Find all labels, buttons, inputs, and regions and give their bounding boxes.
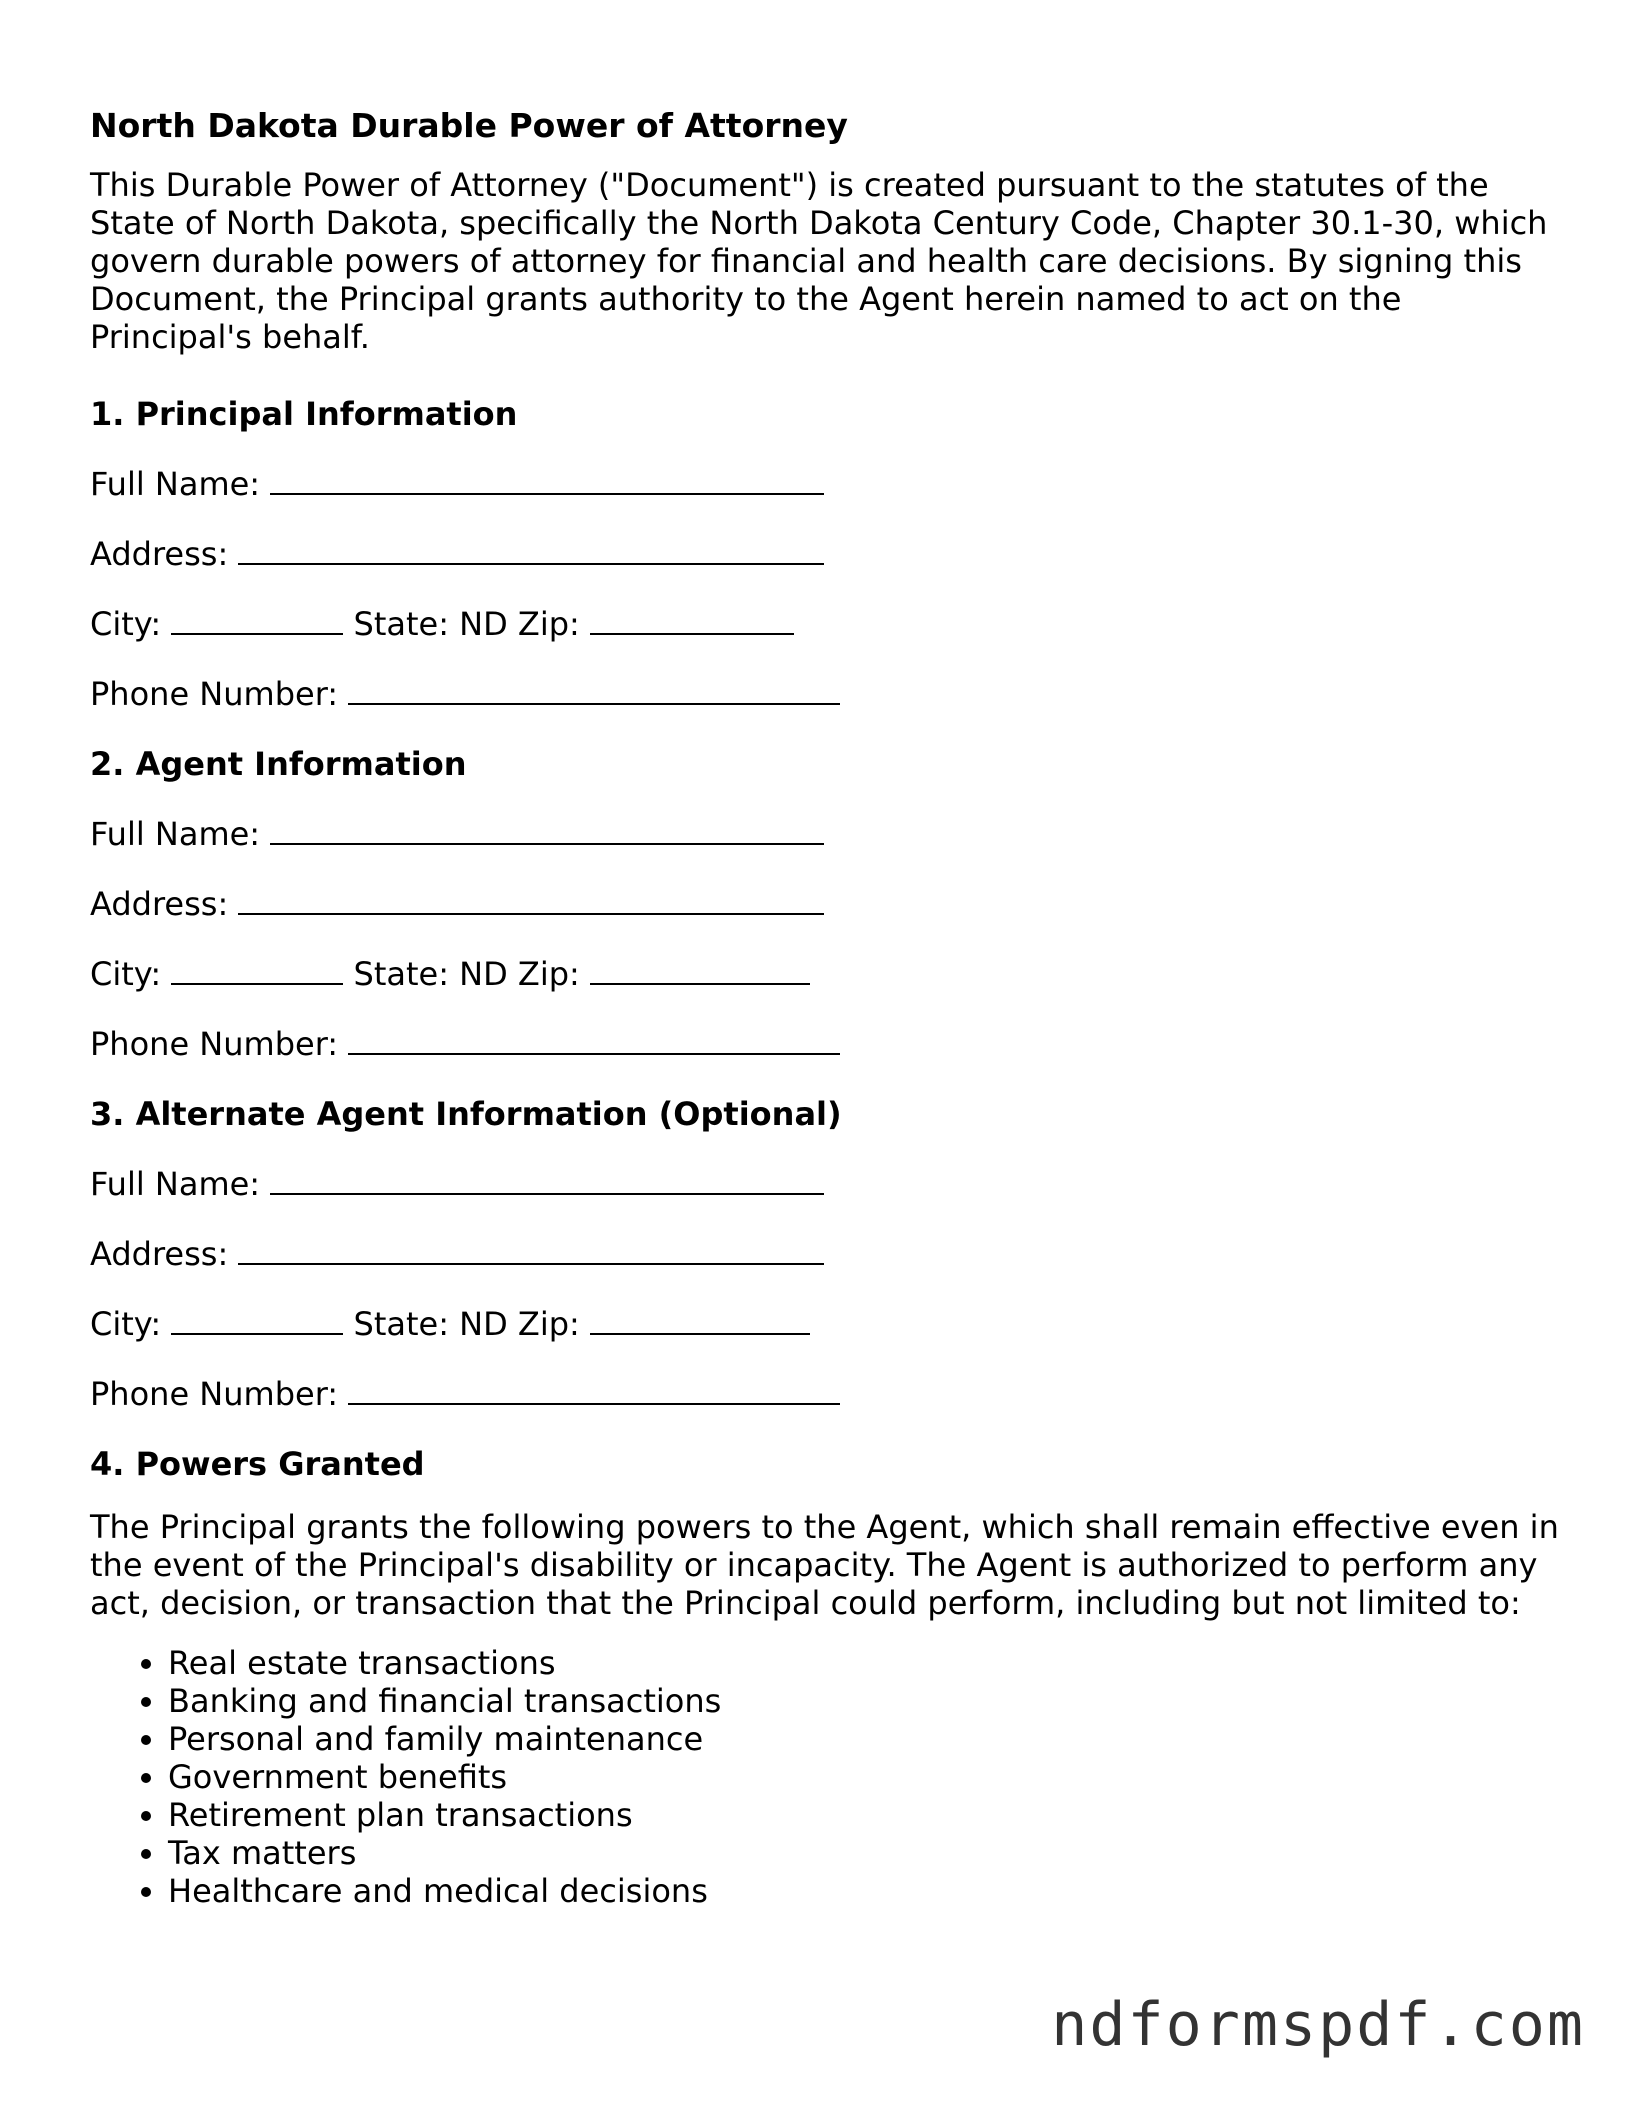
- principal-address-row: [90, 528, 1560, 580]
- agent-address-blank[interactable]: [238, 879, 824, 915]
- principal-heading: 1. Principal Information: [90, 395, 518, 433]
- principal-phone-label: Phone Number:: [90, 675, 339, 713]
- agent-phone-blank[interactable]: [348, 1019, 840, 1055]
- alternate-state-label: State: ND: [353, 1305, 508, 1343]
- powers-paragraph: The Principal grants the following powers to the Agent, which shall remain effective even in the event of the Principal's disability or incapacity. The Agent is authorized to perform any act, decision, or transaction that the Principal could perform, including but not limited to:: [90, 1508, 1559, 1622]
- alternate-full-name-row: [90, 1158, 1560, 1210]
- alternate-agent-heading: 3. Alternate Agent Information (Optional): [90, 1095, 842, 1133]
- agent-city-label: City:: [90, 955, 162, 993]
- intro-paragraph: This Durable Power of Attorney ("Document") is created pursuant to the statutes of the State of North Dakota, specifically the North Dakota Century Code, Chapter 30.1-30, which govern durable powers of attorney for financial and health care decisions. By signing this Document, the Principal grants authority to the Agent herein named to act on the Principal's behalf.: [90, 166, 1548, 356]
- alternate-full-name-label: Full Name:: [90, 1165, 261, 1203]
- alternate-address-row: [90, 1228, 1560, 1280]
- agent-phone-row: [90, 1018, 1560, 1070]
- agent-address-label: Address:: [90, 885, 229, 923]
- powers-list-item: • Healthcare and medical decisions: [168, 1872, 1560, 1910]
- powers-list-item: • Retirement plan transactions: [168, 1796, 1560, 1834]
- alternate-full-name-blank[interactable]: [270, 1159, 824, 1195]
- agent-zip-blank[interactable]: [590, 949, 810, 985]
- agent-full-name-row: [90, 808, 1560, 860]
- document-title: North Dakota Durable Power of Attorney: [90, 106, 848, 145]
- alternate-city-row: [90, 1298, 1560, 1350]
- agent-heading: 2. Agent Information: [90, 745, 467, 783]
- principal-full-name-row: [90, 458, 1560, 510]
- agent-state-label: State: ND: [353, 955, 508, 993]
- alternate-address-blank[interactable]: [238, 1229, 824, 1265]
- principal-city-blank[interactable]: [171, 599, 343, 635]
- principal-zip-blank[interactable]: [590, 599, 794, 635]
- agent-zip-label: Zip:: [517, 955, 580, 993]
- powers-list-item: • Tax matters: [168, 1834, 1560, 1872]
- principal-phone-blank[interactable]: [348, 669, 840, 705]
- alternate-zip-label: Zip:: [517, 1305, 580, 1343]
- powers-heading: 4. Powers Granted: [90, 1445, 425, 1483]
- powers-list-item: • Personal and family maintenance: [168, 1720, 1560, 1758]
- principal-full-name-label: Full Name:: [90, 465, 261, 503]
- agent-address-row: [90, 878, 1560, 930]
- alternate-city-blank[interactable]: [171, 1299, 343, 1335]
- principal-state-label: State: ND: [353, 605, 508, 643]
- principal-phone-row: [90, 668, 1560, 720]
- principal-city-row: [90, 598, 1560, 650]
- principal-full-name-blank[interactable]: [270, 459, 824, 495]
- alternate-zip-blank[interactable]: [590, 1299, 810, 1335]
- agent-full-name-blank[interactable]: [270, 809, 824, 845]
- powers-list-item: • Government benefits: [168, 1758, 1560, 1796]
- alternate-city-label: City:: [90, 1305, 162, 1343]
- site-watermark: ndformspdf.com: [1051, 1990, 1585, 2060]
- agent-phone-label: Phone Number:: [90, 1025, 339, 1063]
- alternate-address-label: Address:: [90, 1235, 229, 1273]
- alternate-phone-row: [90, 1368, 1560, 1420]
- agent-full-name-label: Full Name:: [90, 815, 261, 853]
- principal-zip-label: Zip:: [517, 605, 580, 643]
- powers-list: [90, 1644, 1560, 1910]
- agent-city-blank[interactable]: [171, 949, 343, 985]
- principal-address-blank[interactable]: [238, 529, 824, 565]
- principal-address-label: Address:: [90, 535, 229, 573]
- principal-city-label: City:: [90, 605, 162, 643]
- powers-list-item: • Real estate transactions: [168, 1644, 1560, 1682]
- powers-list-item: • Banking and financial transactions: [168, 1682, 1560, 1720]
- alternate-phone-blank[interactable]: [348, 1369, 840, 1405]
- document-page: [90, 100, 1560, 1910]
- alternate-phone-label: Phone Number:: [90, 1375, 339, 1413]
- agent-city-row: [90, 948, 1560, 1000]
